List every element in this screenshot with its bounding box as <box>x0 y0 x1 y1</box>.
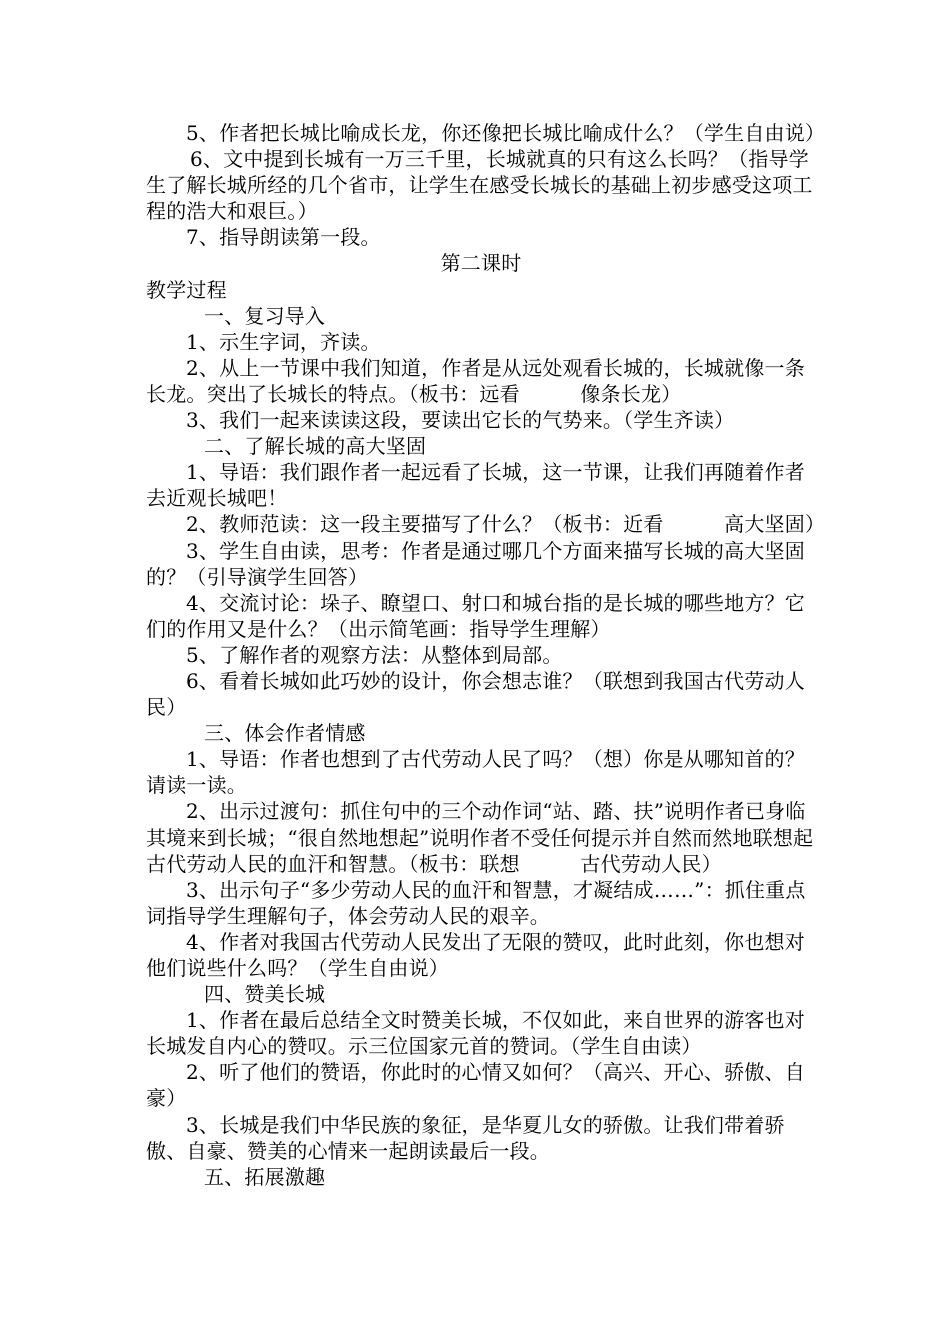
paragraph-item: 2、教师范读：这一段主要描写了什么？（板书：近看 高大坚固） <box>186 512 826 537</box>
document-body <box>146 120 826 1190</box>
paragraph-item: 2、出示过渡句：抓住句中的三个动作词“站、踏、扶”说明作者已身临其境来到长城；“很自然地想起”说明作者不受任何提示并自然而然地联想起古代劳动人民的血汗和智慧。（板书：联想 古代劳动人民） <box>146 799 814 876</box>
paragraph-item: 3、学生自由读，思考：作者是通过哪几个方面来描写长城的高大坚固的？（引导演学生回答） <box>146 538 805 589</box>
section-heading: 二、了解长城的高大坚固 <box>204 434 427 459</box>
paragraph-item: 6、文中提到长城有一万三千里，长城就真的只有这么长吗？（指导学生了解长城所经的几个省市，让学生在感受长城长的基础上初步感受这项工程的浩大和艰巨。） <box>146 147 813 224</box>
paragraph-item: 2、听了他们的赞语，你此时的心情又如何？（高兴、开心、骄傲、自豪） <box>146 1060 805 1111</box>
paragraph-item: 2、从上一节课中我们知道，作者是从远处观看长城的，长城就像一条长龙。突出了长城长的特点。（板书：远看 像条长龙） <box>146 355 805 406</box>
paragraph-item: 1、导语：作者也想到了古代劳动人民了吗？（想）你是从哪知首的？请读一读。 <box>146 747 805 798</box>
section-heading: 四、赞美长城 <box>204 982 326 1007</box>
paragraph-item: 3、出示句子“多少劳动人民的血汗和智慧，才凝结成……”：抓住重点词指导学生理解句子，体会劳动人民的艰辛。 <box>146 877 806 928</box>
paragraph-item: 4、作者对我国古代劳动人民发出了无限的赞叹，此时此刻，你也想对他们说些什么吗？（学生自由说） <box>146 929 805 980</box>
process-label: 教学过程 <box>146 277 227 302</box>
section-heading: 三、体会作者情感 <box>204 721 366 746</box>
section-heading: 五、拓展激趣 <box>204 1164 326 1189</box>
paragraph-item: 3、我们一起来读读这段，要读出它长的气势来。（学生齐读） <box>186 408 735 433</box>
paragraph-item: 1、作者在最后总结全文时赞美长城，不仅如此，来自世界的游客也对长城发自内心的赞叹。示三位国家元首的赞词。（学生自由读） <box>146 1008 805 1059</box>
paragraph-item: 3、长城是我们中华民族的象征，是华夏儿女的骄傲。让我们带着骄傲、自豪、赞美的心情来一起朗读最后一段。 <box>146 1112 785 1163</box>
paragraph-item: 6、看着长城如此巧妙的设计，你会想志谁？（联想到我国古代劳动人民） <box>146 668 805 720</box>
paragraph-item: 5、作者把长城比喻成长龙，你还像把长城比喻成什么？（学生自由说） <box>186 121 826 145</box>
paragraph-item: 5、了解作者的观察方法：从整体到局部。 <box>186 642 563 667</box>
paragraph-item: 1、示生字词，齐读。 <box>186 329 381 354</box>
lesson-title: 第二课时 <box>440 251 522 276</box>
paragraph-item: 7、指导朗读第一段。 <box>186 225 381 250</box>
paragraph-item: 1、导语：我们跟作者一起远看了长城，这一节课，让我们再随着作者去近观长城吧！ <box>146 460 805 511</box>
section-heading: 一、复习导入 <box>204 303 326 328</box>
paragraph-item: 4、交流讨论：垛子、瞭望口、射口和城台指的是长城的哪些地方？它们的作用又是什么？（出示简笔画：指导学生理解） <box>146 590 805 641</box>
